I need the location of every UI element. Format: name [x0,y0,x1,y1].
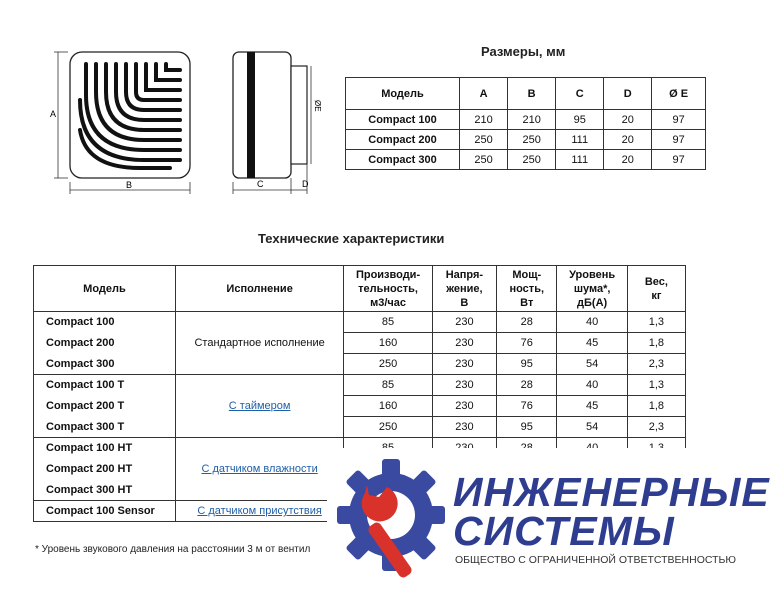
dim-label-e: ØE [313,100,322,112]
tech-cell-model: Compact 200 T [34,396,176,417]
tech-cell: 54 [557,354,627,375]
dims-title: Размеры, мм [481,44,566,59]
dims-cell: 111 [556,130,604,150]
tech-cell-model: Compact 200 [34,333,176,354]
tech-cell: 160 [344,333,432,354]
tech-cell: 230 [432,354,496,375]
tech-cell: 160 [344,396,432,417]
dim-label-a: A [50,109,57,119]
tech-cell: 54 [557,417,627,438]
dim-label-d: D [302,179,309,189]
tech-cell-model: Compact 100 [34,312,176,333]
dims-cell: 111 [556,150,604,170]
dim-label-b: B [126,180,133,190]
tech-header-capacity: Производи- тельность, м3/час [344,266,432,312]
dims-row [346,110,706,130]
dims-row [346,130,706,150]
tech-cell: 76 [497,333,557,354]
logo-line2: СИСТЕМЫ [453,508,675,554]
tech-cell-model: Compact 100 T [34,375,176,396]
dims-header-a: A [459,78,507,110]
tech-cell-model: Compact 300 [34,354,176,375]
tech-cell: 250 [344,417,432,438]
tech-header-model: Модель [34,266,176,312]
tech-row [34,375,686,396]
dims-cell: 20 [604,150,652,170]
logo-line1: ИНЖЕНЕРНЫЕ [453,469,770,515]
tech-cell: 1,8 [627,333,685,354]
tech-cell: 230 [432,375,496,396]
tech-cell: 2,3 [627,417,685,438]
tech-cell: 45 [557,333,627,354]
tech-row [34,417,686,438]
dims-cell: 250 [459,130,507,150]
tech-cell: 40 [557,312,627,333]
dims-cell: 210 [508,110,556,130]
tech-cell: 76 [497,396,557,417]
dims-cell-model: Compact 300 [346,150,460,170]
dims-cell: 97 [652,130,706,150]
tech-cell: 2,3 [627,354,685,375]
tech-header-noise: Уровень шума*, дБ(А) [557,266,627,312]
dims-cell: 97 [652,110,706,130]
tech-cell: 85 [344,312,432,333]
side-view-body [233,52,291,178]
tech-header-weight: Вес, кг [627,266,685,312]
tech-cell: 1,8 [627,396,685,417]
tech-header-variant: Исполнение [175,266,343,312]
tech-cell: 1,3 [627,312,685,333]
gear-wrench-icon [335,453,447,587]
tech-cell: 95 [497,354,557,375]
tech-cell: 85 [344,375,432,396]
dims-cell: 250 [508,150,556,170]
tech-row [34,396,686,417]
tech-link-presence[interactable]: С датчиком присутствия [175,501,343,522]
tech-cell-model: Compact 300 T [34,417,176,438]
dims-header-row [346,78,706,110]
tech-header-row [34,266,686,312]
tech-title: Технические характеристики [258,231,445,246]
tech-footnote: * Уровень звукового давления на расстоянии 3 м от вентил [35,544,311,555]
tech-cell-model: Compact 300 HT [34,480,176,501]
logo-subtitle: ОБЩЕСТВО С ОГРАНИЧЕННОЙ ОТВЕТСТВЕННОСТЬЮ [455,554,737,566]
tech-row [34,354,686,375]
dim-label-c: C [257,179,264,189]
fan-dimension-drawing [40,40,330,200]
dims-row [346,150,706,170]
tech-cell-model: Compact 100 HT [34,438,176,459]
dims-cell: 210 [459,110,507,130]
dims-cell: 250 [459,150,507,170]
dims-header-model: Модель [346,78,460,110]
tech-link-timer[interactable]: С таймером [175,375,343,438]
tech-row [34,312,686,333]
dims-cell: 250 [508,130,556,150]
side-view-spigot [291,66,307,164]
dims-header-d: D [604,78,652,110]
dims-table [345,77,706,170]
dims-cell-model: Compact 200 [346,130,460,150]
dims-header-e: Ø E [652,78,706,110]
tech-cell: 230 [432,417,496,438]
dims-cell: 20 [604,110,652,130]
tech-row [34,333,686,354]
tech-cell: 250 [344,354,432,375]
tech-cell-variant: Стандартное исполнение [175,312,343,375]
tech-cell-model: Compact 100 Sensor [34,501,176,522]
tech-cell: 230 [432,333,496,354]
dims-header-c: C [556,78,604,110]
tech-cell: 45 [557,396,627,417]
tech-cell: 40 [557,375,627,396]
tech-cell: 28 [497,312,557,333]
tech-link-humidity[interactable]: С датчиком влажности [175,438,343,501]
tech-cell: 1,3 [627,375,685,396]
tech-cell: 230 [432,396,496,417]
dims-header-b: B [508,78,556,110]
dims-cell: 20 [604,130,652,150]
tech-cell: 95 [497,417,557,438]
tech-header-power: Мощ- ность, Вт [497,266,557,312]
tech-header-voltage: Напря- жение, В [432,266,496,312]
dims-cell: 95 [556,110,604,130]
tech-cell-model: Compact 200 HT [34,459,176,480]
dims-cell: 97 [652,150,706,170]
tech-cell: 28 [497,375,557,396]
tech-cell: 230 [432,312,496,333]
dims-cell-model: Compact 100 [346,110,460,130]
